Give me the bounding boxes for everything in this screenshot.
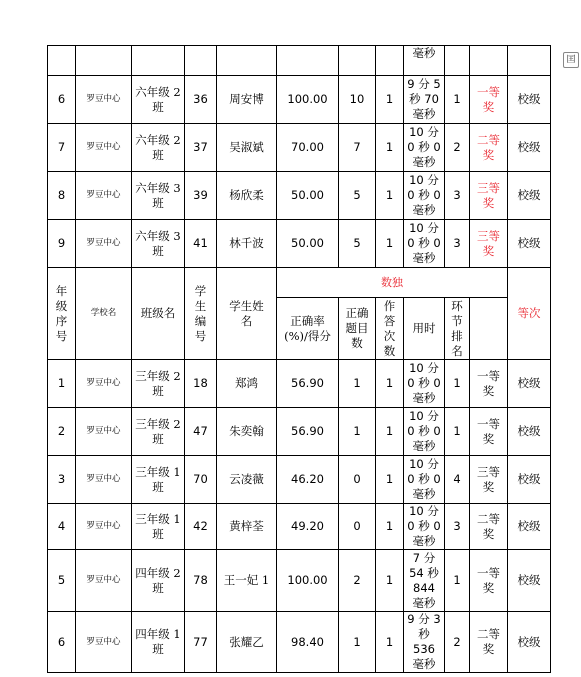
student-no-cell: 18 bbox=[185, 360, 217, 408]
empty-cell bbox=[277, 46, 339, 76]
rank-cell: 3 bbox=[445, 220, 470, 268]
school-cell: 罗豆中心 bbox=[76, 456, 132, 504]
attempts-cell: 1 bbox=[376, 550, 404, 612]
student-name-cell: 杨欣柔 bbox=[217, 172, 277, 220]
seq-cell: 3 bbox=[48, 456, 76, 504]
table-row bbox=[48, 612, 551, 673]
award-cell: 三等 奖 bbox=[470, 172, 508, 220]
header-student-name: 学生姓 名 bbox=[217, 268, 277, 360]
rank-cell: 1 bbox=[445, 76, 470, 124]
score-cell: 50.00 bbox=[277, 172, 339, 220]
empty-cell bbox=[445, 46, 470, 76]
score-cell: 100.00 bbox=[277, 550, 339, 612]
score-cell: 98.40 bbox=[277, 612, 339, 673]
table-icon[interactable]: 囯 bbox=[563, 52, 579, 68]
attempts-cell: 1 bbox=[376, 408, 404, 456]
attempts-cell: 1 bbox=[376, 456, 404, 504]
time-cell: 10 分 0 秒 0 毫秒 bbox=[404, 220, 445, 268]
correct-cell: 2 bbox=[339, 550, 376, 612]
header-award: 等次 bbox=[508, 268, 551, 360]
time-cell: 10 分 0 秒 0 毫秒 bbox=[404, 172, 445, 220]
attempts-cell: 1 bbox=[376, 172, 404, 220]
class-cell: 三年级 1 班 bbox=[132, 456, 185, 504]
class-cell: 三年级 2 班 bbox=[132, 408, 185, 456]
attempts-cell: 1 bbox=[376, 220, 404, 268]
school-cell: 罗豆中心 bbox=[76, 504, 132, 550]
score-cell: 70.00 bbox=[277, 124, 339, 172]
seq-cell: 9 bbox=[48, 220, 76, 268]
award-cell: 一等 奖 bbox=[470, 550, 508, 612]
score-cell: 50.00 bbox=[277, 220, 339, 268]
table-body bbox=[48, 46, 551, 673]
seq-cell: 8 bbox=[48, 172, 76, 220]
table-row bbox=[48, 408, 551, 456]
class-cell: 六年级 2 班 bbox=[132, 124, 185, 172]
school-cell: 罗豆中心 bbox=[76, 76, 132, 124]
rank-cell: 1 bbox=[445, 550, 470, 612]
time-cell: 10 分 0 秒 0 毫秒 bbox=[404, 124, 445, 172]
header-grade-seq: 年 级 序 号 bbox=[48, 268, 76, 360]
school-cell: 罗豆中心 bbox=[76, 172, 132, 220]
class-cell: 六年级 3 班 bbox=[132, 220, 185, 268]
table-row bbox=[48, 76, 551, 124]
header-time: 用时 bbox=[404, 298, 445, 360]
seq-cell: 7 bbox=[48, 124, 76, 172]
empty-cell bbox=[508, 46, 551, 76]
table-row bbox=[48, 172, 551, 220]
attempts-cell: 1 bbox=[376, 612, 404, 673]
attempts-cell: 1 bbox=[376, 360, 404, 408]
header-school: 学校名 bbox=[76, 268, 132, 360]
header-group-sudoku: 数独 bbox=[277, 268, 508, 298]
score-cell: 46.20 bbox=[277, 456, 339, 504]
time-cell: 10 分 0 秒 0 毫秒 bbox=[404, 408, 445, 456]
empty-cell bbox=[132, 46, 185, 76]
rank-cell: 2 bbox=[445, 124, 470, 172]
award-cell: 三等 奖 bbox=[470, 220, 508, 268]
award-cell: 二等 奖 bbox=[470, 124, 508, 172]
class-cell: 三年级 1 班 bbox=[132, 504, 185, 550]
seq-cell: 6 bbox=[48, 76, 76, 124]
correct-cell: 1 bbox=[339, 612, 376, 673]
time-cell: 10 分 0 秒 0 毫秒 bbox=[404, 504, 445, 550]
student-no-cell: 70 bbox=[185, 456, 217, 504]
table-row bbox=[48, 360, 551, 408]
table-row-partial bbox=[48, 46, 551, 76]
class-cell: 六年级 2 班 bbox=[132, 76, 185, 124]
student-name-cell: 王一妃 1 bbox=[217, 550, 277, 612]
level-cell: 校级 bbox=[508, 408, 551, 456]
seq-cell: 1 bbox=[48, 360, 76, 408]
header-section-rank: 环 节 排 名 bbox=[445, 298, 470, 360]
seq-cell: 2 bbox=[48, 408, 76, 456]
award-cell: 二等 奖 bbox=[470, 504, 508, 550]
level-cell: 校级 bbox=[508, 76, 551, 124]
school-cell: 罗豆中心 bbox=[76, 550, 132, 612]
time-cell: 9 分 3 秒 536 毫秒 bbox=[404, 612, 445, 673]
score-cell: 56.90 bbox=[277, 360, 339, 408]
student-no-cell: 47 bbox=[185, 408, 217, 456]
score-cell: 100.00 bbox=[277, 76, 339, 124]
award-cell: 一等 奖 bbox=[470, 360, 508, 408]
score-cell: 56.90 bbox=[277, 408, 339, 456]
class-cell: 三年级 2 班 bbox=[132, 360, 185, 408]
class-cell: 四年级 1 班 bbox=[132, 612, 185, 673]
attempts-cell: 1 bbox=[376, 76, 404, 124]
empty-cell bbox=[185, 46, 217, 76]
header-class: 班级名 bbox=[132, 268, 185, 360]
student-no-cell: 36 bbox=[185, 76, 217, 124]
empty-cell bbox=[339, 46, 376, 76]
school-cell: 罗豆中心 bbox=[76, 612, 132, 673]
header-student-no: 学 生 编 号 bbox=[185, 268, 217, 360]
student-name-cell: 林千波 bbox=[217, 220, 277, 268]
seq-cell: 4 bbox=[48, 504, 76, 550]
level-cell: 校级 bbox=[508, 612, 551, 673]
results-table bbox=[47, 45, 551, 673]
level-cell: 校级 bbox=[508, 360, 551, 408]
rank-cell: 4 bbox=[445, 456, 470, 504]
table-row bbox=[48, 504, 551, 550]
class-cell: 四年级 2 班 bbox=[132, 550, 185, 612]
time-cell: 7 分 54 秒 844 毫秒 bbox=[404, 550, 445, 612]
student-name-cell: 朱奕翰 bbox=[217, 408, 277, 456]
level-cell: 校级 bbox=[508, 124, 551, 172]
rank-cell: 1 bbox=[445, 408, 470, 456]
time-cell: 10 分 0 秒 0 毫秒 bbox=[404, 360, 445, 408]
level-cell: 校级 bbox=[508, 172, 551, 220]
class-cell: 六年级 3 班 bbox=[132, 172, 185, 220]
school-cell: 罗豆中心 bbox=[76, 408, 132, 456]
student-no-cell: 41 bbox=[185, 220, 217, 268]
award-cell: 三等 奖 bbox=[470, 456, 508, 504]
student-name-cell: 周安博 bbox=[217, 76, 277, 124]
level-cell: 校级 bbox=[508, 504, 551, 550]
student-no-cell: 39 bbox=[185, 172, 217, 220]
table-row bbox=[48, 456, 551, 504]
rank-cell: 3 bbox=[445, 504, 470, 550]
header-correct-count: 正确 题目 数 bbox=[339, 298, 376, 360]
rank-cell: 1 bbox=[445, 360, 470, 408]
correct-cell: 0 bbox=[339, 456, 376, 504]
empty-cell bbox=[470, 46, 508, 76]
level-cell: 校级 bbox=[508, 456, 551, 504]
empty-cell bbox=[48, 46, 76, 76]
student-no-cell: 42 bbox=[185, 504, 217, 550]
correct-cell: 10 bbox=[339, 76, 376, 124]
correct-cell: 1 bbox=[339, 360, 376, 408]
correct-cell: 0 bbox=[339, 504, 376, 550]
header-row bbox=[48, 268, 551, 298]
award-cell: 一等 奖 bbox=[470, 76, 508, 124]
table-row bbox=[48, 220, 551, 268]
header-accuracy: 正确率 (%)/得分 bbox=[277, 298, 339, 360]
student-no-cell: 37 bbox=[185, 124, 217, 172]
student-name-cell: 郑鸿 bbox=[217, 360, 277, 408]
school-cell: 罗豆中心 bbox=[76, 124, 132, 172]
school-cell: 罗豆中心 bbox=[76, 360, 132, 408]
empty-cell bbox=[217, 46, 277, 76]
correct-cell: 5 bbox=[339, 220, 376, 268]
level-cell: 校级 bbox=[508, 550, 551, 612]
rank-cell: 3 bbox=[445, 172, 470, 220]
table-row bbox=[48, 550, 551, 612]
correct-cell: 5 bbox=[339, 172, 376, 220]
student-name-cell: 黄梓荃 bbox=[217, 504, 277, 550]
attempts-cell: 1 bbox=[376, 124, 404, 172]
attempts-cell: 1 bbox=[376, 504, 404, 550]
table-row bbox=[48, 124, 551, 172]
correct-cell: 1 bbox=[339, 408, 376, 456]
student-name-cell: 云凌薇 bbox=[217, 456, 277, 504]
award-cell: 二等 奖 bbox=[470, 612, 508, 673]
award-cell: 一等 奖 bbox=[470, 408, 508, 456]
empty-cell bbox=[376, 46, 404, 76]
time-cell: 9 分 5 秒 70 毫秒 bbox=[404, 76, 445, 124]
level-cell: 校级 bbox=[508, 220, 551, 268]
school-cell: 罗豆中心 bbox=[76, 220, 132, 268]
student-no-cell: 77 bbox=[185, 612, 217, 673]
score-cell: 49.20 bbox=[277, 504, 339, 550]
time-cell: 毫秒 bbox=[404, 46, 445, 76]
empty-cell bbox=[76, 46, 132, 76]
student-name-cell: 吴淑斌 bbox=[217, 124, 277, 172]
rank-cell: 2 bbox=[445, 612, 470, 673]
student-no-cell: 78 bbox=[185, 550, 217, 612]
time-cell: 10 分 0 秒 0 毫秒 bbox=[404, 456, 445, 504]
seq-cell: 5 bbox=[48, 550, 76, 612]
seq-cell: 6 bbox=[48, 612, 76, 673]
student-name-cell: 张耀乙 bbox=[217, 612, 277, 673]
header-attempts: 作 答 次 数 bbox=[376, 298, 404, 360]
correct-cell: 7 bbox=[339, 124, 376, 172]
